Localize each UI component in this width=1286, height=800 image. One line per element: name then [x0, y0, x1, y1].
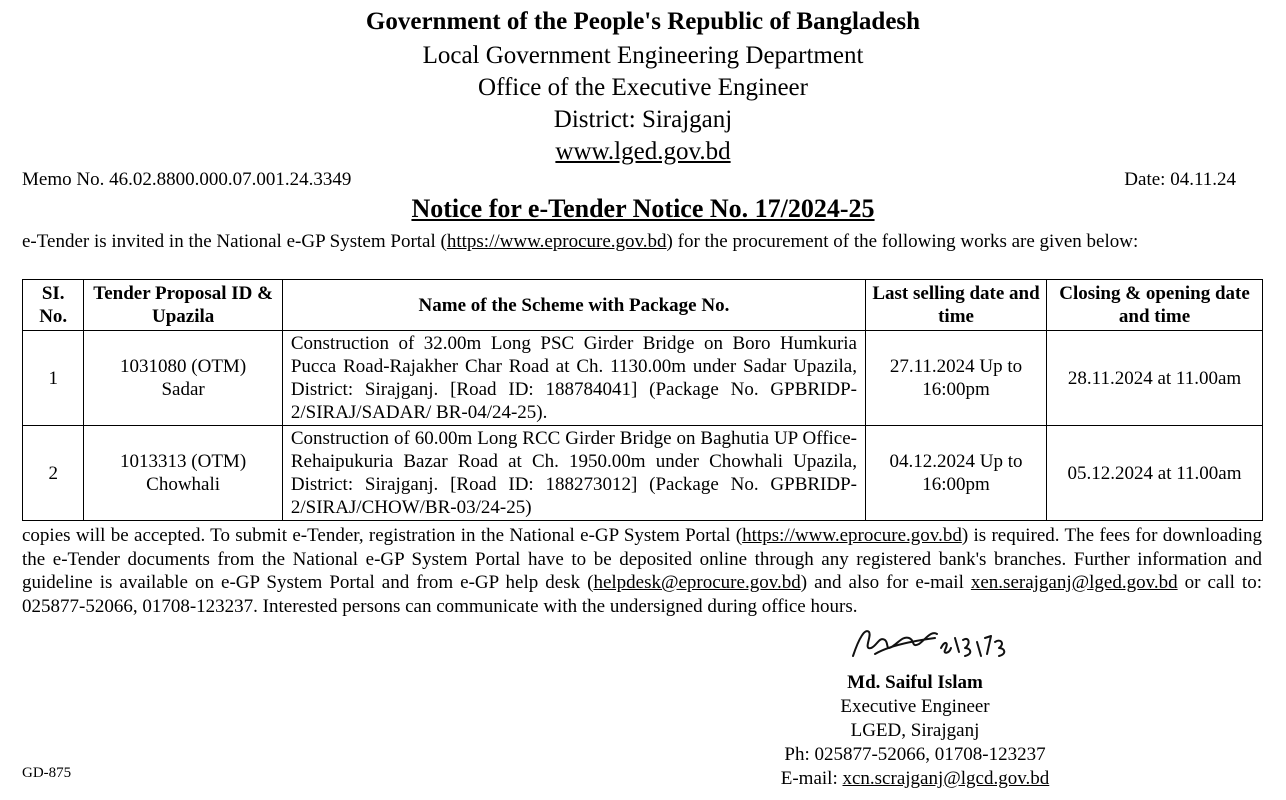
notice-date: Date: 04.11.24 [1124, 169, 1236, 190]
helpdesk-email-link[interactable]: helpdesk@eprocure.gov.bd [593, 572, 801, 593]
table-row [23, 426, 1263, 521]
row-selling-date: 27.11.2024 Up to 16:00pm [866, 331, 1047, 426]
row-sl: 1 [23, 331, 84, 426]
xen-email-link[interactable]: xen.serajganj@lged.gov.bd [970, 572, 1178, 593]
signatory-email-link[interactable]: xcn.scrajganj@lgcd.gov.bd [842, 768, 1050, 789]
signatory-name: Md. Saiful Islam [847, 672, 983, 693]
row-sl: 2 [23, 426, 84, 521]
signatory-phone: Ph: 025877-52066, 01708-123237 [784, 744, 1046, 765]
signatory-office: LGED, Sirajganj [850, 720, 980, 741]
header-closing-date: Closing & opening date and time [1047, 280, 1263, 331]
instructions-paragraph: copies will be accepted. To submit e-Tender, registration in the National e-GP System Portal (https://www.eprocure.gov.bd) is required. The fees for downloading the e-Tender documents from the National e-GP System Portal have to be deposited online through any registered bank's branches. Further information and guideline is available on e-GP System Portal and from e-GP help desk (helpdesk@eprocure.gov.bd) and also for e-mail xen.serajganj@lged.gov.bd or call to: 025877-52066, 01708-123237. Interested persons can communicate with the undersigned during office hours. [22, 525, 1262, 617]
signatory-block [745, 671, 1085, 791]
signatory-email: E-mail: xcn.scrajganj@lgcd.gov.bd [780, 768, 1050, 789]
row-selling-date: 04.12.2024 Up to 16:00pm [866, 426, 1047, 521]
eprocure-link[interactable]: https://www.eprocure.gov.bd [742, 525, 962, 546]
footer-code: GD-875 [22, 765, 72, 781]
row-scheme: Construction of 60.00m Long RCC Girder Bridge on Baghutia UP Office-Rehaipukuria Bazar Road at Ch. 1950.00m under Chowhali Upazila, District: Sirajganj. [Road ID: 188273012] (Package No. GPBRIDP-2/SIRAJ/CHOW/BR-03/24-25) [282, 426, 865, 521]
row-tender-id: 1031080 (OTM) Sadar [84, 331, 282, 426]
header-office: Office of the Executive Engineer [478, 74, 808, 101]
signature-image [845, 618, 1015, 668]
header-government: Government of the People's Republic of Bangladesh [365, 8, 921, 35]
header-department: Local Government Engineering Department [422, 42, 864, 69]
header-website [0, 138, 1286, 166]
row-tender-id: 1013313 (OTM) Chowhali [84, 426, 282, 521]
row-scheme: Construction of 32.00m Long PSC Girder Bridge on Boro Humkuria Pucca Road-Rajakher Char Road at Ch. 1130.00m under Sadar Upazila, District: Sirajganj. [Road ID: 188784041] (Package No. GPBRIDP-2/SIRAJ/SADAR/ BR-04/24-25). [282, 331, 865, 426]
signatory-designation: Executive Engineer [840, 696, 990, 717]
website-link[interactable]: www.lged.gov.bd [555, 138, 731, 165]
header-scheme: Name of the Scheme with Package No. [282, 280, 865, 331]
memo-number: Memo No. 46.02.8800.000.07.001.24.3349 [22, 169, 352, 190]
intro-paragraph: e-Tender is invited in the National e-GP System Portal (https://www.eprocure.gov.bd) for the procurement of the following works are given below: [22, 231, 1139, 252]
header-sl: SI. No. [23, 280, 84, 331]
eprocure-link[interactable]: https://www.eprocure.gov.bd [446, 231, 667, 252]
tender-table [22, 279, 1263, 521]
row-closing-date: 28.11.2024 at 11.00am [1047, 331, 1263, 426]
header-selling-date: Last selling date and time [866, 280, 1047, 331]
table-row [23, 331, 1263, 426]
header-tender-id: Tender Proposal ID & Upazila [84, 280, 282, 331]
table-header-row [23, 280, 1263, 331]
header-district: District: Sirajganj [553, 106, 733, 133]
row-closing-date: 05.12.2024 at 11.00am [1047, 426, 1263, 521]
notice-title: Notice for e-Tender Notice No. 17/2024-25 [411, 194, 875, 223]
